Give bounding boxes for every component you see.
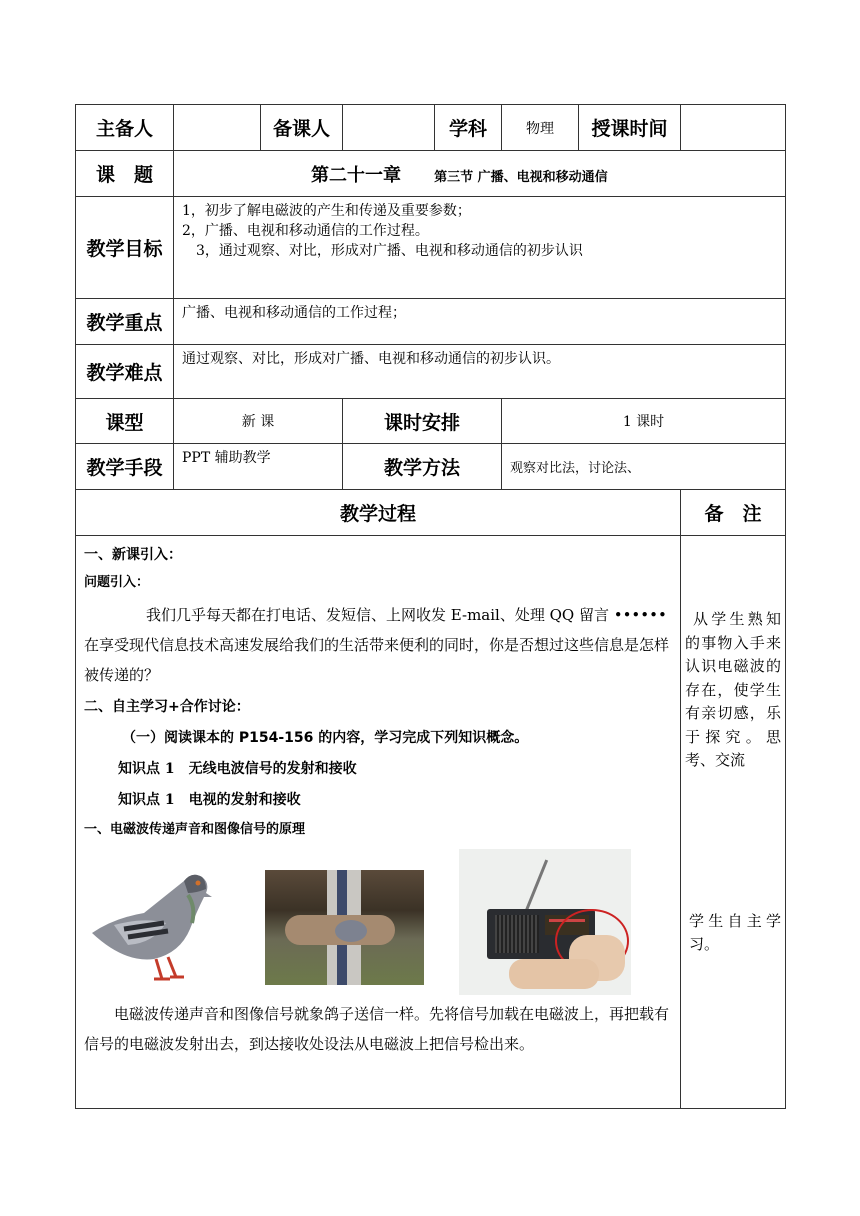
type-value: 新 课 [174, 399, 343, 444]
lesson-plan-table [75, 104, 786, 1109]
read-task: （一）阅读课本的 P154-156 的内容，学习完成下列知识概念。 [122, 730, 529, 746]
question-text: 我们几乎每天都在打电话、发短信、上网收发 E-mail、处理 QQ 留言 •••••• 在享受现代信息技术高速发展给我们的生活带来便利的同时，你是否想过这些信息是怎样被传递的？ [84, 606, 670, 684]
process-header: 教学过程 [76, 490, 681, 536]
focus-label: 教学重点 [76, 299, 174, 345]
difficulty-text: 通过观察、对比，形成对广播、电视和移动通信的初步认识。 [174, 345, 786, 399]
study-title: 二、自主学习+合作讨论： [84, 699, 250, 715]
schedule-label: 课时安排 [343, 399, 502, 444]
point-2: 知识点 1 电视的发射和接收 [118, 792, 301, 808]
preparer-value [343, 105, 435, 151]
pigeon-image [84, 863, 214, 983]
goals-list [174, 197, 786, 299]
goals-label: 教学目标 [76, 197, 174, 299]
subject-value: 物理 [502, 105, 579, 151]
question-label: 问题引入： [84, 575, 150, 590]
note-column [681, 536, 786, 1109]
principle-title: 一、电磁波传递声音和图像信号的原理 [84, 822, 306, 837]
focus-text: 广播、电视和移动通信的工作过程； [174, 299, 786, 345]
schedule-value: 1 课时 [502, 399, 786, 444]
goal-item: 2，广播、电视和移动通信的工作过程。 [182, 223, 429, 239]
radio-image [459, 849, 631, 995]
principle-text: 电磁波传递声音和图像信号就象鸽子送信一样。先将信号加载在电磁波上，再把载有信号的电磁波发射出去，到达接收处设法从电磁波上把信号检出来。 [84, 1005, 670, 1053]
illustration-row [84, 849, 672, 999]
preparer-label: 备课人 [261, 105, 343, 151]
host-value [174, 105, 261, 151]
goal-item: 3，通过观察、对比，形成对广播、电视和移动通信的初步认识 [182, 243, 583, 259]
time-label: 授课时间 [579, 105, 681, 151]
intro-title: 一、新课引入： [84, 547, 182, 563]
topic-section: 第三节 广播、电视和移动通信 [434, 169, 608, 185]
host-label: 主备人 [76, 105, 174, 151]
time-value [681, 105, 786, 151]
hands-pigeon-image [265, 870, 424, 985]
topic-value [174, 151, 786, 197]
method-value: 观察对比法，讨论法、 [502, 444, 786, 490]
note-1: 从学生熟知的事物入手来认识电磁波的存在，使学生有亲切感，乐于探究。思考、交流 [685, 610, 781, 769]
type-label: 课型 [76, 399, 174, 444]
note-2: 学生自主学习。 [689, 911, 781, 953]
means-label: 教学手段 [76, 444, 174, 490]
method-label: 教学方法 [343, 444, 502, 490]
topic-chapter: 第二十一章 [311, 164, 401, 186]
topic-label: 课 题 [76, 151, 174, 197]
means-value: PPT 辅助教学 [174, 444, 343, 490]
difficulty-label: 教学难点 [76, 345, 174, 399]
process-body [76, 536, 681, 1109]
goal-item: 1，初步了解电磁波的产生和传递及重要参数； [182, 203, 471, 219]
subject-label: 学科 [435, 105, 502, 151]
note-header: 备 注 [681, 490, 786, 536]
point-1: 知识点 1 无线电波信号的发射和接收 [118, 761, 357, 777]
